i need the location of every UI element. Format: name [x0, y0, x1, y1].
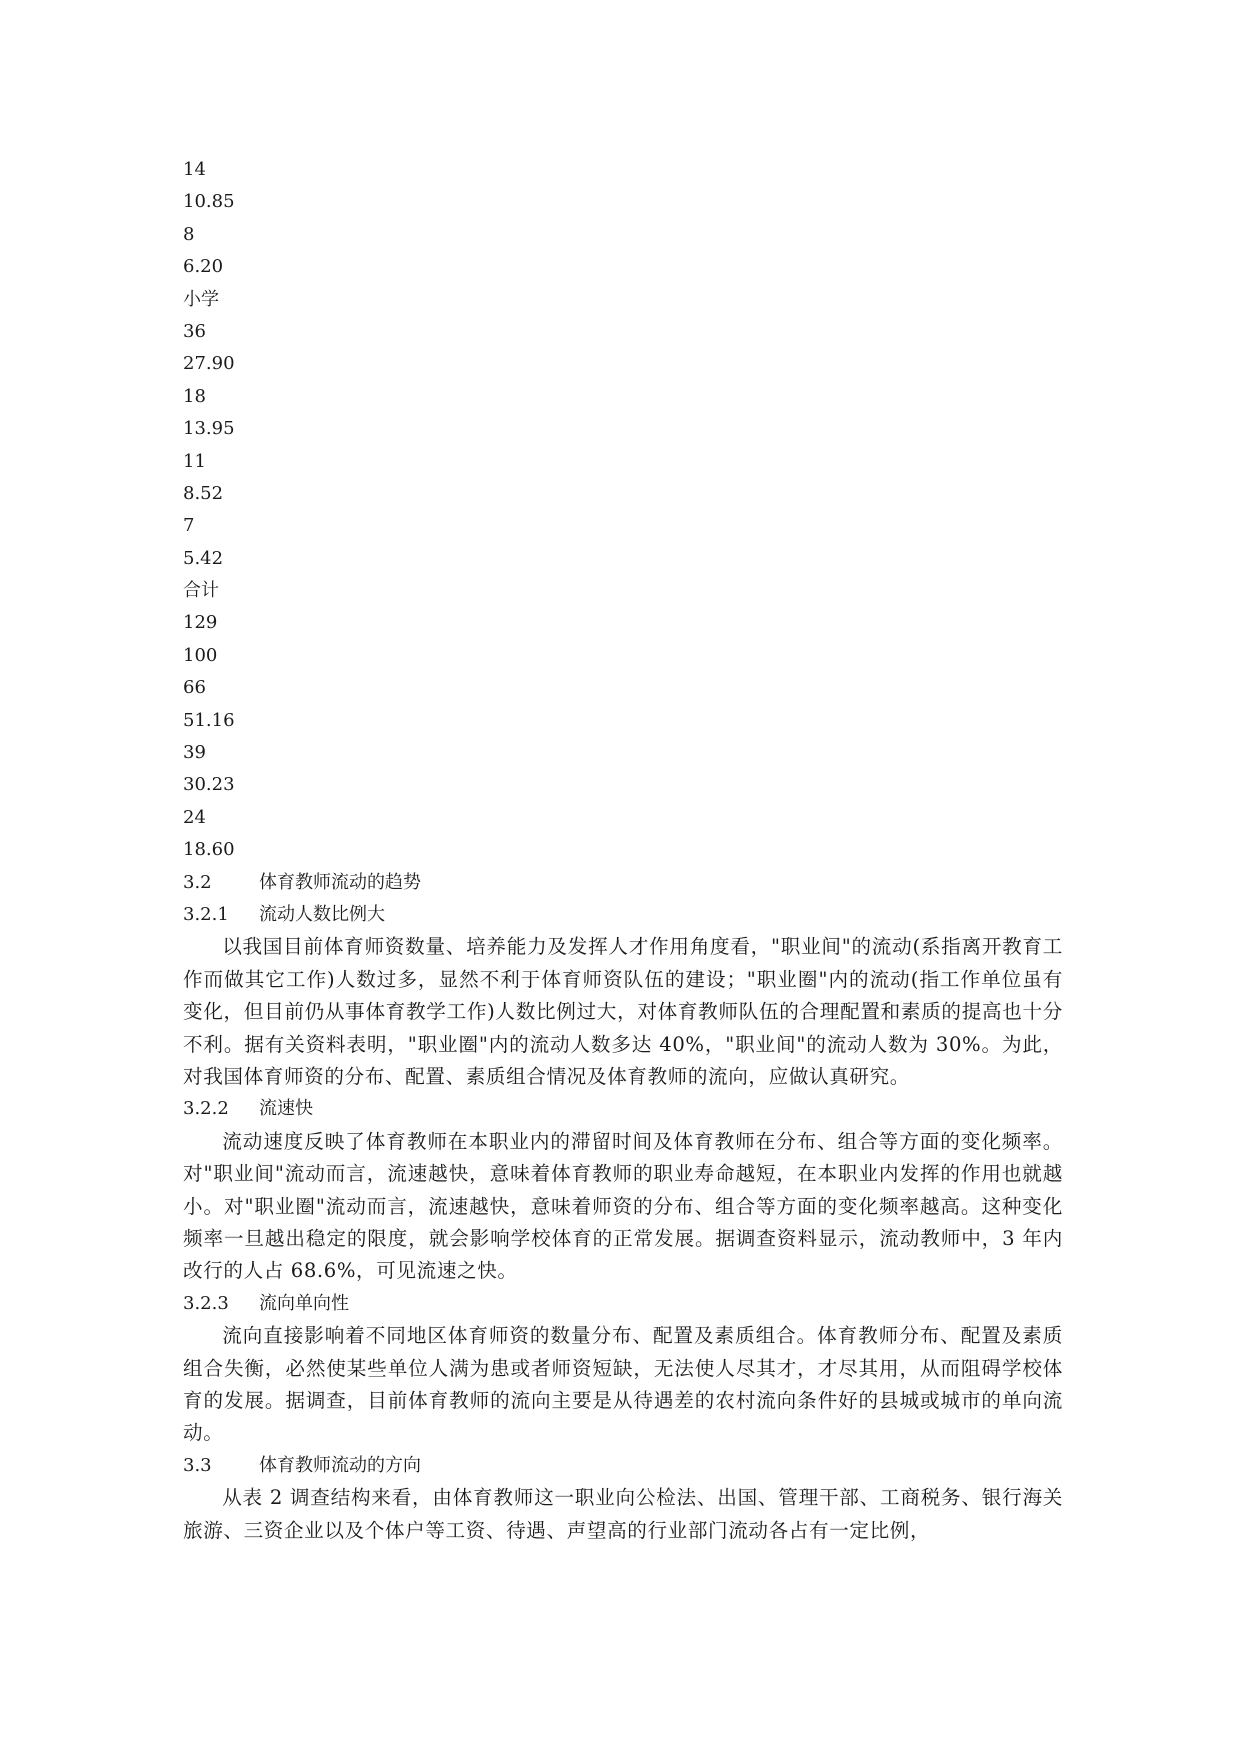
table-value: 39 — [183, 742, 206, 764]
table-value: 129 — [183, 612, 218, 634]
section-title: 体育教师流动的趋势 — [259, 871, 421, 893]
section-heading-3-2 — [183, 867, 1063, 899]
section-heading-3-2-3 — [183, 1288, 1063, 1320]
table-value: 10.85 — [183, 191, 235, 213]
table-value: 18.60 — [183, 839, 235, 861]
section-title: 流速快 — [259, 1098, 313, 1120]
document-page — [183, 154, 1063, 1547]
table-value: 36 — [183, 320, 206, 342]
section-title: 体育教师流动的方向 — [259, 1454, 421, 1476]
table-value: 27.90 — [183, 353, 235, 375]
table-value: 66 — [183, 677, 206, 699]
table-value: 24 — [183, 806, 206, 828]
paragraph-3-2-2: 流动速度反映了体育教师在本职业内的滞留时间及体育教师在分布、组合等方面的变化频率。对"职业间"流动而言，流速越快，意味着体育教师的职业寿命越短，在本职业内发挥的作用也就越小。对"职业圈"流动而言，流速越快，意味着师资的分布、组合等方面的变化频率越高。这种变化频率一旦越出稳定的限度，就会影响学校体育的正常发展。据调查资料显示，流动教师中，3 年内改行的人占 68.6%，可见流速之快。 — [183, 1129, 1063, 1283]
table-row-label: 小学 — [183, 288, 219, 310]
table-value: 7 — [183, 515, 195, 537]
section-number: 3.2.3 — [183, 1292, 229, 1314]
section-number: 3.2.2 — [183, 1098, 229, 1120]
table-value: 6.20 — [183, 256, 224, 278]
table-value: 5.42 — [183, 547, 224, 569]
table-value: 8.52 — [183, 482, 224, 504]
table-value: 30.23 — [183, 774, 235, 796]
section-heading-3-3 — [183, 1450, 1063, 1482]
table-value: 18 — [183, 385, 206, 407]
section-number: 3.2.1 — [183, 903, 229, 925]
table-value: 13.95 — [183, 418, 235, 440]
section-heading-3-2-1 — [183, 899, 1063, 931]
section-number: 3.2 — [183, 871, 212, 893]
table-value: 100 — [183, 644, 218, 666]
table-value: 14 — [183, 159, 206, 180]
paragraph-3-2-3: 流向直接影响着不同地区体育师资的数量分布、配置及素质组合。体育教师分布、配置及素质组合失衡，必然使某些单位人满为患或者师资短缺，无法使人尽其才，才尽其用，从而阻碍学校体育的发展。据调查，目前体育教师的流向主要是从待遇差的农村流向条件好的县城或城市的单向流动。 — [183, 1324, 1063, 1445]
table-value: 51.16 — [183, 709, 235, 731]
paragraph-3-2-1: 以我国目前体育师资数量、培养能力及发挥人才作用角度看，"职业间"的流动(系指离开教育工作而做其它工作)人数过多，显然不利于体育师资队伍的建设；"职业圈"内的流动(指工作单位虽有变化，但目前仍从事体育教学工作)人数比例过大，对体育教师队伍的合理配置和素质的提高也十分不利。据有关资料表明，"职业圈"内的流动人数多达 40%，"职业间"的流动人数为 30%。为此，对我国体育师资的分布、配置、素质组合情况及体育教师的流向，应做认真研究。 — [183, 935, 1063, 1088]
section-title: 流向单向性 — [259, 1292, 349, 1314]
table-value: 8 — [183, 223, 195, 245]
section-title: 流动人数比例大 — [259, 903, 385, 925]
section-heading-3-2-2 — [183, 1093, 1063, 1125]
section-number: 3.3 — [183, 1454, 212, 1476]
table-row-label: 合计 — [183, 580, 219, 602]
paragraph-3-3: 从表 2 调查结构来看，由体育教师这一职业向公检法、出国、管理干部、工商税务、银行海关旅游、三资企业以及个体户等工资、待遇、声望高的行业部门流动各占有一定比例， — [183, 1486, 1063, 1542]
table-value: 11 — [183, 450, 206, 472]
table-values-list — [183, 154, 1063, 867]
